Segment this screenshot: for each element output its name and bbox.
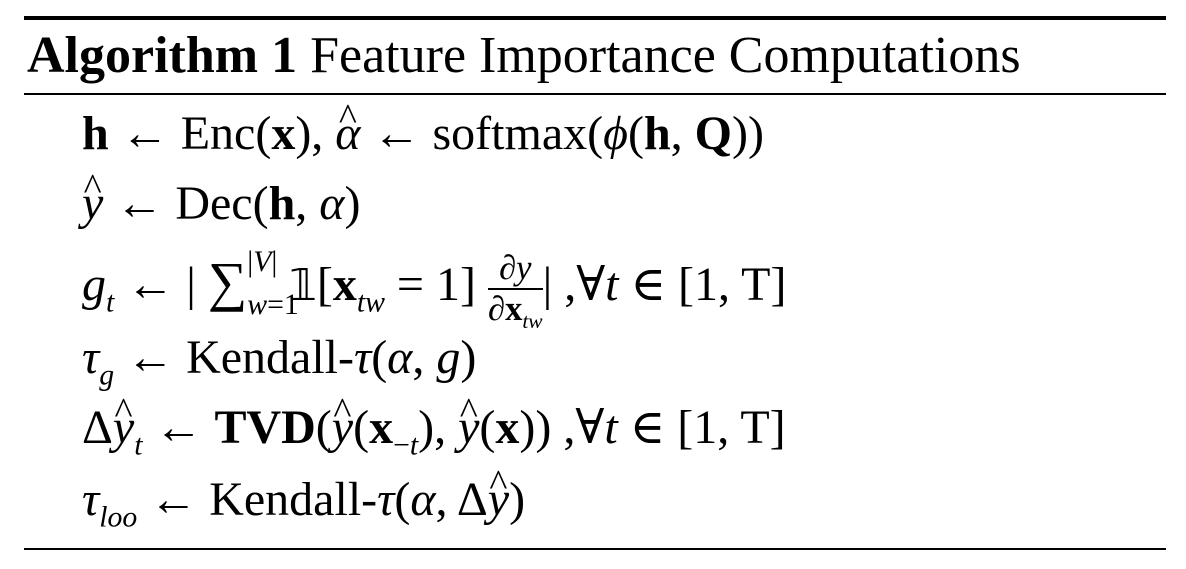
arrow: ←: [126, 331, 175, 384]
enc-function: Enc: [180, 107, 256, 160]
algorithm-title: Feature Importance Computations: [310, 27, 1021, 84]
element-of: ∈: [630, 258, 667, 311]
sum-symbol: ∑: [207, 251, 248, 312]
partial-derivative: $\frac{\partial y}{\partial x_{tw}}$: [487, 249, 543, 334]
delta: Δ: [82, 401, 113, 454]
algorithm-label: Algorithm 1: [27, 27, 298, 84]
range: [1, T]: [678, 258, 787, 311]
algorithm-line-4: $\tau_g$ ← Kendall-τ(α, g): [82, 331, 477, 392]
softmax-function: softmax: [432, 107, 588, 160]
bottom-rule: [24, 548, 1166, 550]
arrow: ←: [149, 473, 198, 526]
indicator-symbol: 𝟙: [289, 261, 317, 311]
tvd-function: TVD: [214, 401, 316, 454]
algorithm-line-6: $\tau_{loo}$ ← Kendall-τ(α, Δ^ y): [82, 468, 525, 532]
loo-subscript: loo: [99, 500, 138, 534]
kendall-function: Kendall-: [186, 331, 354, 384]
arrow: ←: [154, 401, 203, 454]
algorithm-line-3: $g_t$ ← | ∑|V| w=1 $𝟙[x_{tw} = 1]$ $\frac{\partial y}{\partial x_{tw}}$ | ,∀t ∈ [1, T]: [82, 245, 787, 334]
arrow: ←: [115, 177, 164, 230]
arrow: ←: [126, 258, 175, 311]
kendall-function: Kendall-: [209, 473, 378, 526]
alpha: α: [319, 177, 345, 230]
algorithm-caption: [27, 26, 1021, 86]
algorithm-line-2: ^ y ← Dec(h, α): [82, 172, 360, 236]
tau: τ: [82, 331, 100, 384]
top-rule: [24, 16, 1166, 20]
forall: ∀: [576, 258, 606, 311]
dec-function: Dec: [175, 177, 253, 230]
range: [1, T]: [677, 401, 786, 454]
summation: ∑|V| w=1: [207, 245, 299, 322]
algorithm-line-5: Δ^ $y_t$ ← TVD(^ $y(x_{-t})$, ^ y(x)) ,∀t ∈ [1, T]: [82, 396, 786, 460]
arrow: ←: [120, 107, 169, 160]
alpha-hat: ^ α: [335, 102, 360, 166]
phi: ϕ: [603, 107, 628, 160]
algorithm-line-1: h ← Enc(x), ^ α ← softmax(ϕ(h, Q)): [82, 102, 764, 166]
arrow: ←: [372, 107, 421, 160]
caption-rule: [24, 93, 1166, 95]
